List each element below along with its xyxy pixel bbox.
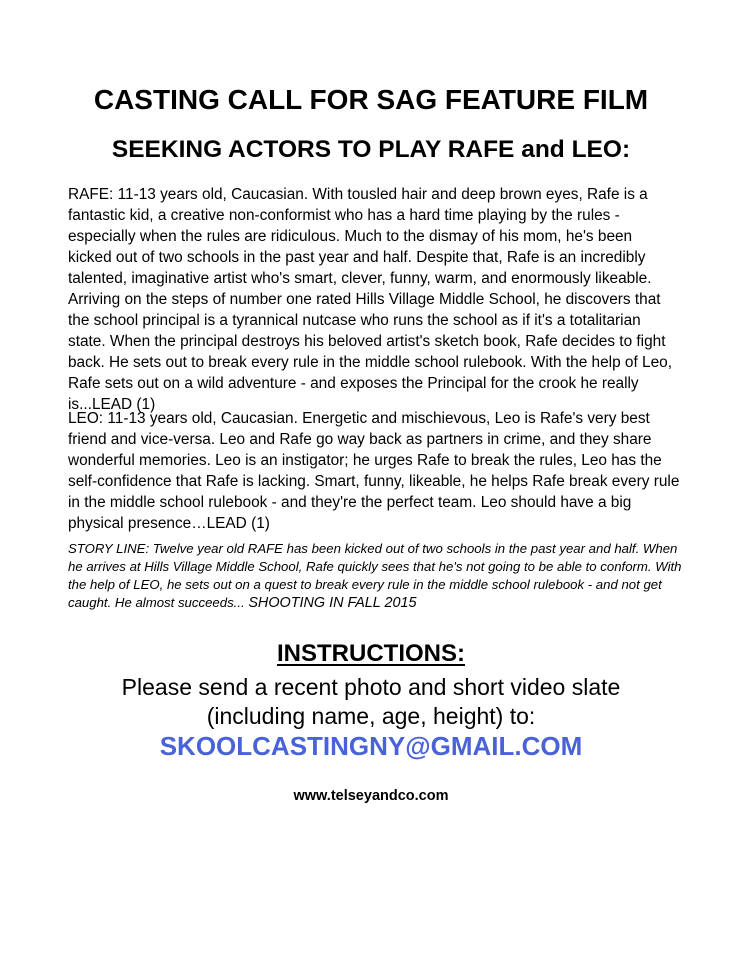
- subtitle-and: and: [514, 136, 572, 163]
- role-name-rafe: RAFE: [447, 136, 515, 163]
- role-name-leo: LEO: [571, 136, 622, 163]
- subtitle-prefix: SEEKING ACTORS TO PLAY: [111, 136, 448, 163]
- page-subtitle: [0, 136, 742, 164]
- shooting-date: SHOOTING IN FALL 2015: [248, 595, 417, 611]
- page-title: CASTING CALL FOR SAG FEATURE FILM: [93, 84, 649, 115]
- instructions-line-1: Please send a recent photo and short video slate: [121, 674, 621, 700]
- subtitle-suffix: :: [621, 136, 631, 163]
- instructions-heading: INSTRUCTIONS:: [277, 640, 465, 667]
- story-line: [68, 540, 682, 612]
- website-link[interactable]: www.telseyandco.com: [293, 788, 449, 804]
- role-description-rafe: RAFE: 11-13 years old, Caucasian. With tousled hair and deep brown eyes, Rafe is a fantastic kid, a creative non-conformist who has a hard time playing by the rules - especially when the rules are ridiculous. Much to the dismay of his mom, he's been kicked out of two schools in the past year and half. Despite that, Rafe is an incredibly talented, imaginative artist who's smart, clever, funny, warm, and enormously likeable. Arriving on the steps of number one rated Hills Village Middle School, he discovers that the school principal is a tyrannical nutcase who runs the school as if it's a totalitarian state. When the principal destroys his beloved artist's sketch book, Rafe decides to fight back. He sets out to break every rule in the middle school rulebook. With the help of Leo, Rafe sets out on a wild adventure - and exposes the Principal for the crook he really is...LEAD (1): [68, 186, 672, 413]
- instructions-line-2: (including name, age, height) to:: [206, 703, 536, 729]
- contact-email-link[interactable]: SKOOLCASTINGNY@GMAIL.COM: [159, 731, 583, 761]
- role-description-leo: LEO: 11-13 years old, Caucasian. Energetic and mischievous, Leo is Rafe's very best friend and vice-versa. Leo and Rafe go way back as partners in crime, and they share wonderful memories. Leo is an instigator; he urges Rafe to break the rules, Leo has the self-confidence that Rafe is lacking. Smart, funny, likeable, he helps Rafe break every rule in the middle school rulebook - and they're the perfect team. Leo should have a big physical presence…LEAD (1): [68, 410, 680, 532]
- story-line-text: STORY LINE: Twelve year old RAFE has been kicked out of two schools in the past year and half. When he arrives at Hills Village Middle School, Rafe quickly sees that he's not going to be able to conform. With the help of LEO, he sets out on a quest to break every rule in the middle school rulebook - and not get caught. He almost succeeds...: [68, 541, 682, 610]
